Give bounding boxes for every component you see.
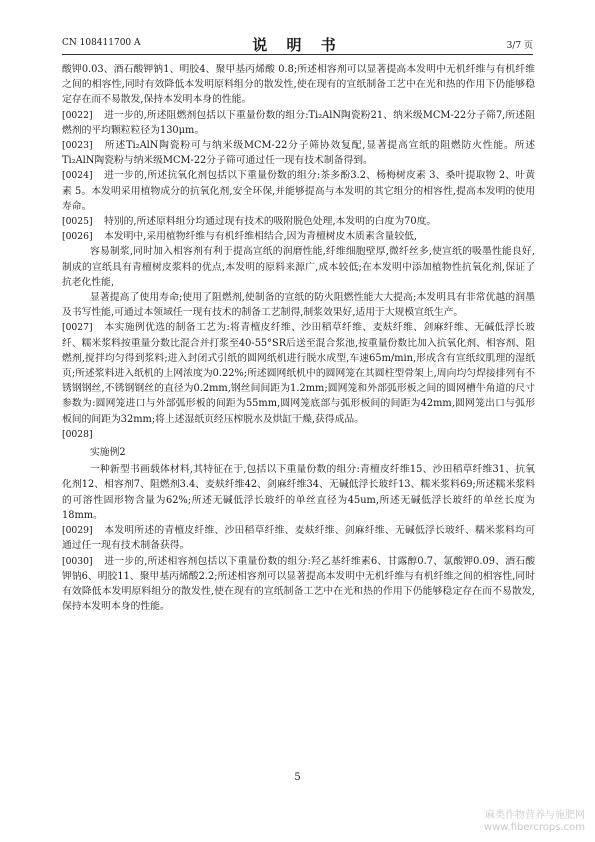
paragraph-text: 进一步的,所述抗氧化剂包括以下重量份数的组分:茶多酚3.2、杨梅树皮素 3、桑叶提取物 2、叶黄素 5。本发明采用植物成分的抗氧化剂,安全环保,并能够提高与本发明的其它组分的相容性,提高本发明的使用寿命。 <box>62 170 535 212</box>
paragraph <box>62 320 535 426</box>
paragraph <box>62 554 535 615</box>
watermark-title: 麻类作物营养与施肥网 <box>485 810 585 821</box>
paragraph-text: 进一步的,所述阻燃剂包括以下重量份数的组分:Ti₂AlN陶瓷粉21、纳米级MCM-22分子筛7,所述阻燃剂的平均颗粒粒径为130μm。 <box>62 109 535 136</box>
paragraph <box>62 462 535 523</box>
paragraph-text: 显著提高了使用寿命;使用了阻燃剂,使制备的宣纸的防火阻燃性能大大提高;本发明具有非常优越的润墨及书写性能,可通过本领域任一现有技术的制备工艺制得,制浆效果好,适用于大规模宣纸生产。 <box>62 292 535 319</box>
paragraph-number: [0028] <box>62 428 93 440</box>
example-heading: 实施例2 <box>90 447 126 459</box>
paragraph-text: 容易制浆,同时加入相容剂有利于提高宣纸的润磨性能,纤维细胞壁厚,微纤丝多,使宣纸的吸墨性能良好,制成的宣纸具有青檀树皮浆料的优点,本发明的原料来源广,成本较低;在本发明中添加植物性抗氧化剂,保证了抗老化性能, <box>62 246 535 288</box>
paragraph <box>62 229 535 244</box>
paragraph-group-2 <box>62 462 535 614</box>
paragraph-text: 酸钾0.03、酒石酸钾钠1、明胶4、聚甲基丙烯酸 0.8;所述相容剂可以显著提高本发明中无机纤维与有机纤维之间的相容性,同时有效降低本发明原料组分的散发性,使在现有的宣纸制备工艺中在光和热的作用下仍能够稳定存在而不易散发,保持本发明本身的性能。 <box>62 64 535 106</box>
paragraph <box>62 244 535 290</box>
watermark <box>484 810 585 834</box>
paragraph-number: [0030] <box>62 555 93 567</box>
document-body <box>62 62 535 614</box>
paragraph-number: [0025] <box>62 216 93 228</box>
page-header <box>62 34 533 55</box>
paragraph-number: [0024] <box>62 170 93 182</box>
page-title: 说 明 书 <box>252 36 343 54</box>
watermark-url: www.fibercrops.com <box>483 822 585 833</box>
paragraph-number: [0026] <box>62 231 93 243</box>
paragraph-text: 特别的,所述原料组分均通过现有技术的吸附脱色处理,本发明的白度为70度。 <box>104 216 437 228</box>
paragraph <box>62 290 535 320</box>
paragraph-text: 本发明所述的青檀皮纤维、沙田稻草纤维、麦麸纤维、剑麻纤维、无碱低浮长玻纤、糯米浆料均可通过任一现有技术制备获得。 <box>62 525 535 552</box>
paragraph <box>62 108 535 138</box>
paragraph-text: 一种新型书画载体材料,其特征在于,包括以下重量份数的组分:青檀皮纤维15、沙田稻草纤维31、抗氧化剂12、相容剂7、阻燃剂3.4、麦麸纤维42、剑麻纤维34、无碱低浮长玻纤13、糯米浆料69;所述糯米浆料的可溶性固形物含量为62%;所述无碱低浮长玻纤的单丝直径为45um,所述无碱低浮长玻纤的单丝长度为18mm。 <box>62 464 535 521</box>
paragraph-text: 所述Ti₂AlN陶瓷粉可与纳米级MCM-22分子筛协效复配,显著提高宣纸的阻燃防火性能。所述Ti₂AlN陶瓷粉与纳米级MCM-22分子筛可通过任一现有技术制备得到。 <box>62 140 535 167</box>
paragraph <box>62 138 535 168</box>
paragraph-text: 进一步的,所述相容剂包括以下重量份数的组分:羟乙基纤维素6、甘露醇0.7、氯酸钾0.09、酒石酸钾钠6、明胶11、聚甲基丙烯酸2.2;所述相容剂可以显著提高本发明中无机纤维与有机纤维之间的相容性,同时有效降低本发明原料组分的散发性,使在现有的宣纸制备工艺中在光和热的作用下仍能够稳定存在而不易散发,保持本发明本身的性能。 <box>62 555 535 613</box>
document-number: CN 108411700 A <box>62 38 141 48</box>
paragraph-number: [0023] <box>62 140 93 152</box>
paragraph <box>62 214 535 229</box>
paragraph-number: [0029] <box>62 525 93 537</box>
paragraph-text: 本发明中,采用植物纤维与有机纤维相结合,因为青檀树皮木质素含量较低, <box>104 231 418 243</box>
page-number: 5 <box>294 772 301 783</box>
paragraph-number: [0022] <box>62 109 93 121</box>
paragraph <box>62 427 535 442</box>
paragraph-text: 本实施例优选的制备工艺为:将青檀皮纤维、沙田稻草纤维、麦麸纤维、剑麻纤维、无碱低浮长玻纤、糯米浆料按重量分数比混合并打浆至40-55°SR后送至混合浆池,按重量份数比加入抗氧化剂、相容剂、阻燃剂,搅拌均匀得到浆料;进入封闭式引纸的圆网纸机进行脱水成型,车速65m/min,形成含有宣纸纹肌理的湿纸页;所述浆料进入纸机的上网浓度为0.22%;所述圆网纸机中的圆网笼在其圆柱型骨架上,周向均匀焊接排列有不锈钢钢丝,不锈钢钢丝的直径为0.2mm,钢丝间间距为1.2mm;圆网笼和外部弧形板之间的圆网槽牛角道的尺寸参数为:圆网笼进口与外部弧形板的间距为55mm,圆网笼底部与弧形板间的间距为42mm,圆网笼出口与弧形板间的间距为32mm;将上述湿纸页经压榨脱水及烘缸干燥,获得成品。 <box>62 322 535 425</box>
paragraph-number: [0027] <box>62 322 93 334</box>
paragraph <box>62 62 535 108</box>
paragraph <box>62 523 535 553</box>
paragraph-group-1 <box>62 62 535 442</box>
paragraph <box>62 168 535 214</box>
page-of-indicator: 3/7 页 <box>506 41 533 51</box>
